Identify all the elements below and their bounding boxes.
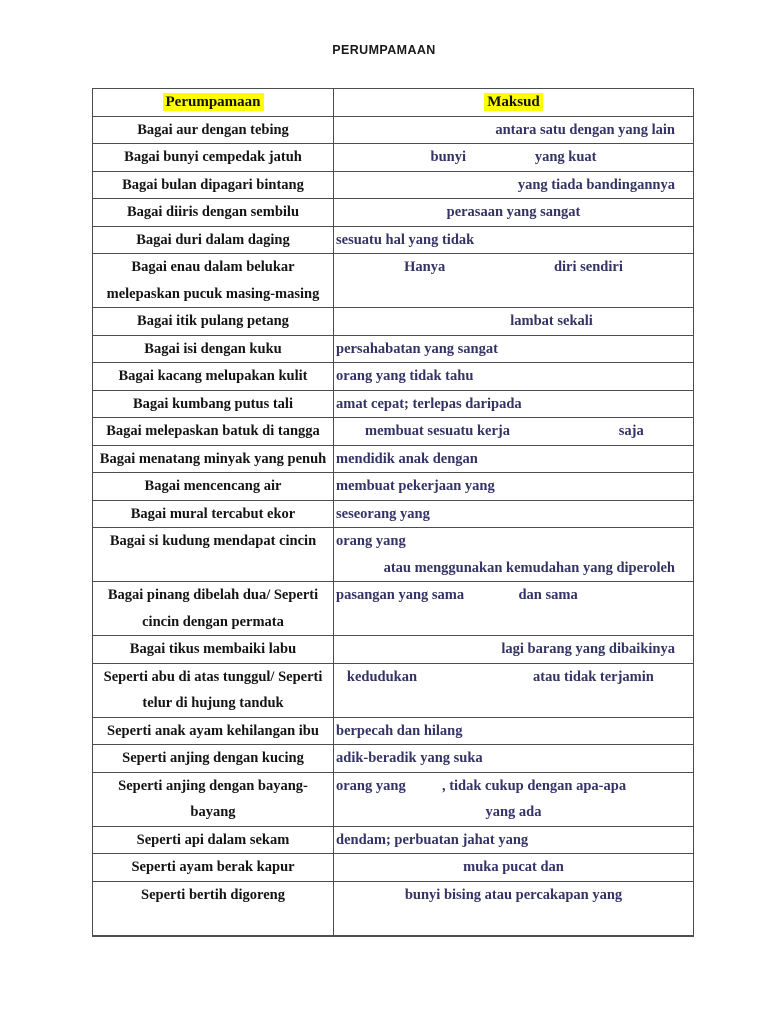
table-row bbox=[93, 718, 693, 746]
maksud-text: mendidik anak dengan bbox=[336, 450, 478, 467]
perumpamaan-cell bbox=[93, 745, 334, 772]
maksud-cell bbox=[334, 636, 693, 663]
table-row bbox=[93, 854, 693, 882]
perumpamaan-text: Bagai aur dengan tebing bbox=[137, 121, 289, 138]
table-header-row bbox=[93, 89, 693, 117]
perumpamaan-cell bbox=[93, 117, 334, 144]
maksud-text: muka pucat dan bbox=[463, 859, 564, 875]
perumpamaan-text: Bagai pinang dibelah dua/ Seperti bbox=[107, 587, 319, 603]
perumpamaan-text: Bagai tikus membaiki labu bbox=[129, 641, 297, 657]
perumpamaan-cell bbox=[93, 254, 334, 307]
maksud-cell bbox=[334, 254, 693, 307]
maksud-text: orang yang bbox=[336, 533, 406, 549]
perumpamaan-cell bbox=[93, 418, 334, 445]
maksud-text: orang yang , tidak cukup dengan apa-apa bbox=[336, 777, 627, 794]
maksud-cell bbox=[334, 528, 693, 581]
maksud-cell bbox=[334, 172, 693, 199]
perumpamaan-cell bbox=[93, 773, 334, 826]
perumpamaan-cell bbox=[93, 446, 334, 473]
maksud-cell bbox=[334, 582, 693, 635]
perumpamaan-text: Seperti bertih digoreng bbox=[141, 886, 285, 903]
maksud-cell bbox=[334, 664, 693, 717]
maksud-cell bbox=[334, 745, 693, 772]
maksud-cell bbox=[334, 117, 693, 144]
perumpamaan-text: Seperti ayam berak kapur bbox=[131, 859, 295, 875]
table-row bbox=[93, 745, 693, 773]
maksud-text: antara satu dengan yang lain bbox=[495, 121, 675, 138]
perumpamaan-text: Seperti anjing dengan kucing bbox=[122, 750, 304, 766]
perumpamaan-text: Bagai kacang melupakan kulit bbox=[118, 368, 308, 384]
maksud-text: berpecah dan hilang bbox=[336, 722, 463, 739]
maksud-cell bbox=[334, 882, 693, 935]
perumpamaan-text: Bagai enau dalam belukar bbox=[131, 259, 295, 275]
table-row bbox=[93, 473, 693, 501]
perumpamaan-text: melepaskan pucuk masing-masing bbox=[106, 285, 320, 302]
maksud-cell bbox=[334, 718, 693, 745]
perumpamaan-text: Bagai diiris dengan sembilu bbox=[126, 204, 300, 220]
maksud-cell bbox=[334, 446, 693, 473]
table-row bbox=[93, 172, 693, 200]
perumpamaan-cell bbox=[93, 227, 334, 254]
perumpamaan-cell bbox=[93, 363, 334, 390]
maksud-text: lambat sekali bbox=[434, 313, 593, 329]
table-row bbox=[93, 336, 693, 364]
perumpamaan-cell bbox=[93, 854, 334, 881]
maksud-text: adik-beradik yang suka bbox=[336, 750, 483, 766]
maksud-cell bbox=[334, 199, 693, 226]
table-row bbox=[93, 254, 693, 308]
maksud-text: yang tiada bandingannya bbox=[517, 176, 675, 193]
table-row bbox=[93, 308, 693, 336]
perumpamaan-text: Seperti abu di atas tunggul/ Seperti bbox=[103, 668, 323, 685]
maksud-text: orang yang tidak tahu bbox=[336, 368, 474, 384]
maksud-cell bbox=[334, 827, 693, 854]
maksud-cell bbox=[334, 336, 693, 363]
perumpamaan-text: Bagai mural tercabut ekor bbox=[130, 505, 296, 522]
perumpamaan-text: cincin dengan permata bbox=[142, 613, 284, 630]
table-row bbox=[93, 227, 693, 255]
maksud-cell bbox=[334, 363, 693, 390]
perumpamaan-cell bbox=[93, 501, 334, 528]
maksud-text: membuat sesuatu kerja saja bbox=[336, 423, 644, 439]
table-row bbox=[93, 664, 693, 718]
perumpamaan-cell bbox=[93, 528, 334, 581]
table-row bbox=[93, 363, 693, 391]
table-row bbox=[93, 528, 693, 582]
table-row bbox=[93, 773, 693, 827]
perumpamaan-cell bbox=[93, 308, 334, 335]
table-row bbox=[93, 636, 693, 664]
perumpamaan-cell bbox=[93, 199, 334, 226]
column-header-perumpamaan-label: Perumpamaan bbox=[163, 93, 264, 111]
maksud-text: amat cepat; terlepas daripada bbox=[336, 395, 522, 412]
maksud-text: dendam; perbuatan jahat yang bbox=[336, 831, 529, 848]
perumpamaan-text: Bagai bulan dipagari bintang bbox=[122, 176, 304, 193]
maksud-cell bbox=[334, 144, 693, 171]
table-row bbox=[93, 391, 693, 419]
maksud-cell bbox=[334, 418, 693, 445]
table-row bbox=[93, 144, 693, 172]
maksud-text: pasangan yang sama dan sama bbox=[336, 587, 578, 603]
perumpamaan-text: Bagai mencencang air bbox=[144, 478, 282, 494]
maksud-text bbox=[334, 908, 693, 935]
perumpamaan-text: Bagai duri dalam daging bbox=[136, 231, 290, 248]
perumpamaan-text: Seperti api dalam sekam bbox=[136, 831, 290, 848]
perumpamaan-cell bbox=[93, 636, 334, 663]
perumpamaan-cell bbox=[93, 144, 334, 171]
table-row bbox=[93, 501, 693, 529]
perumpamaan-text: Bagai menatang minyak yang penuh bbox=[99, 450, 327, 467]
perumpamaan-cell bbox=[93, 582, 334, 635]
table-row bbox=[93, 827, 693, 855]
maksud-cell bbox=[334, 501, 693, 528]
maksud-text: persahabatan yang sangat bbox=[336, 340, 498, 357]
table-row bbox=[93, 446, 693, 474]
perumpamaan-cell bbox=[93, 718, 334, 745]
perumpamaan-text: Bagai bunyi cempedak jatuh bbox=[124, 149, 302, 165]
maksud-text: kedudukan atau tidak terjamin bbox=[336, 668, 654, 685]
perumpamaan-text: Bagai melepaskan batuk di tangga bbox=[106, 423, 320, 439]
perumpamaan-cell bbox=[93, 664, 334, 717]
perumpamaan-text: Bagai itik pulang petang bbox=[137, 313, 289, 329]
maksud-text: Hanya diri sendiri bbox=[404, 259, 623, 275]
maksud-cell bbox=[334, 854, 693, 881]
maksud-text: bunyi bising atau percakapan yang bbox=[404, 886, 623, 903]
column-header-perumpamaan bbox=[93, 89, 334, 116]
proverb-table bbox=[92, 88, 694, 937]
maksud-text: sesuatu hal yang tidak bbox=[336, 231, 475, 248]
perumpamaan-cell bbox=[93, 882, 334, 935]
perumpamaan-text: bayang bbox=[190, 804, 236, 820]
table-row bbox=[93, 199, 693, 227]
perumpamaan-text: telur di hujung tanduk bbox=[142, 695, 284, 711]
column-header-maksud bbox=[334, 89, 693, 116]
perumpamaan-cell bbox=[93, 336, 334, 363]
perumpamaan-text: Bagai kumbang putus tali bbox=[133, 395, 293, 412]
perumpamaan-text: Seperti anak ayam kehilangan ibu bbox=[107, 722, 319, 739]
perumpamaan-text: Seperti anjing dengan bayang- bbox=[118, 777, 308, 794]
maksud-text: membuat pekerjaan yang bbox=[336, 478, 495, 494]
proverb-table-body bbox=[93, 117, 693, 935]
maksud-text: seseorang yang bbox=[336, 505, 430, 522]
table-row bbox=[93, 418, 693, 446]
table-row bbox=[93, 117, 693, 145]
maksud-cell bbox=[334, 773, 693, 826]
page-title: PERUMPAMAAN bbox=[332, 43, 436, 57]
table-row bbox=[93, 882, 693, 935]
maksud-cell bbox=[334, 227, 693, 254]
maksud-text: perasaan yang sangat bbox=[446, 204, 581, 220]
maksud-text: lagi barang yang dibaikinya bbox=[501, 641, 675, 657]
perumpamaan-text: Bagai si kudung mendapat cincin bbox=[109, 533, 317, 549]
maksud-text: bunyi yang kuat bbox=[430, 149, 597, 165]
column-header-maksud-label: Maksud bbox=[484, 93, 543, 111]
maksud-cell bbox=[334, 473, 693, 500]
maksud-text: yang ada bbox=[485, 804, 542, 820]
perumpamaan-cell bbox=[93, 473, 334, 500]
perumpamaan-cell bbox=[93, 827, 334, 854]
maksud-text: atau menggunakan kemudahan yang diperoleh bbox=[383, 559, 675, 576]
maksud-cell bbox=[334, 308, 693, 335]
perumpamaan-cell bbox=[93, 172, 334, 199]
perumpamaan-cell bbox=[93, 391, 334, 418]
table-row bbox=[93, 582, 693, 636]
maksud-cell bbox=[334, 391, 693, 418]
perumpamaan-text: Bagai isi dengan kuku bbox=[144, 340, 282, 357]
